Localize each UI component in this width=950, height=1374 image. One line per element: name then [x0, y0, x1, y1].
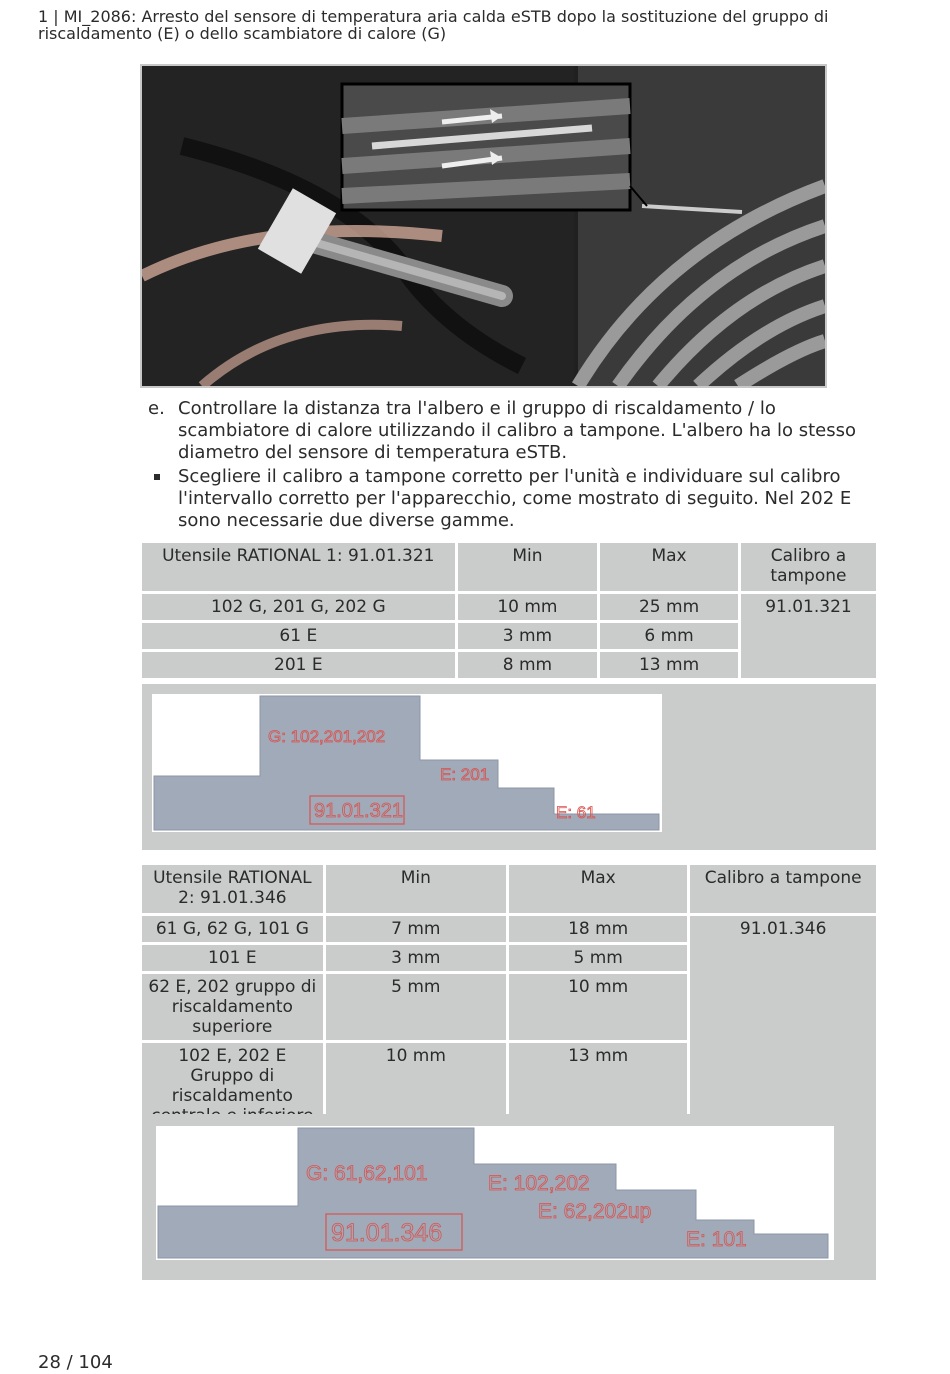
table-cell: 6 mm — [600, 623, 738, 649]
table-cell: 7 mm — [326, 916, 506, 942]
gauge-2-drawing — [156, 1126, 834, 1260]
table-cell: 102 G, 201 G, 202 G — [142, 594, 455, 620]
table-cell: 10 mm — [509, 974, 687, 1040]
table-header-min: Min — [458, 543, 598, 591]
gauge-label: G: 61,62,101 — [306, 1162, 428, 1185]
gauge-2-diagram — [156, 1126, 834, 1260]
gauge-2-panel — [142, 1114, 876, 1280]
gauge-code: 91.01.321 — [741, 594, 876, 678]
table-cell: 5 mm — [509, 945, 687, 971]
instruction-text: Controllare la distanza tra l'albero e il gruppo di riscaldamento / lo scambiatore di calore utilizzando il calibro a tampone. L'albero ha lo stesso diametro del sensore di temperatura eSTB. — [178, 398, 856, 463]
tool-1-table — [139, 540, 879, 681]
gauge-label: E: 201 — [440, 765, 490, 784]
table-header-max: Max — [509, 865, 687, 913]
table-cell: 13 mm — [509, 1043, 687, 1129]
gauge-label: E: 61 — [556, 803, 596, 822]
instructions-list — [148, 398, 878, 534]
table-cell: 101 E — [142, 945, 323, 971]
gauge-code-label: 91.01.321 — [314, 800, 403, 822]
sensor-photo-illustration — [142, 66, 825, 386]
gauge-label: E: 102,202 — [488, 1172, 590, 1195]
page-number: 28 / 104 — [38, 1352, 113, 1373]
table-row — [142, 594, 876, 620]
sensor-photo — [140, 64, 827, 388]
table-cell: 62 E, 202 gruppo di riscaldamento superiore — [142, 974, 323, 1040]
table-cell: 13 mm — [600, 652, 738, 678]
table-row — [142, 916, 876, 942]
table-cell: 3 mm — [458, 623, 598, 649]
gauge-1-panel — [142, 684, 876, 850]
gauge-label: E: 62,202up — [538, 1200, 652, 1223]
table-cell: 18 mm — [509, 916, 687, 942]
bullet-icon — [154, 474, 160, 480]
gauge-code: 91.01.346 — [690, 916, 876, 1129]
instruction-text: Scegliere il calibro a tampone corretto per l'unità e individuare sul calibro l'intervallo corretto per l'apparecchio, come mostrato di seguito. Nel 202 E sono necessarie due diverse gamme. — [178, 466, 852, 531]
table-cell: 61 E — [142, 623, 455, 649]
table-cell: 5 mm — [326, 974, 506, 1040]
tool-2-table — [139, 862, 879, 1132]
step-marker: e. — [148, 398, 165, 419]
table-header-gauge: Calibro a tampone — [690, 865, 876, 913]
table-cell: 201 E — [142, 652, 455, 678]
table-cell: 61 G, 62 G, 101 G — [142, 916, 323, 942]
gauge-code-label: 91.01.346 — [331, 1219, 443, 1247]
gauge-1-drawing — [152, 694, 662, 832]
table-cell: 102 E, 202 E Gruppo di riscaldamento — [142, 1043, 323, 1129]
table-cell: 10 mm — [326, 1043, 506, 1129]
table-header-tool: Utensile RATIONAL 2: 91.01.346 — [142, 865, 323, 913]
table-header-max: Max — [600, 543, 738, 591]
page-header: 1 | MI_2086: Arresto del sensore di temperatura aria calda eSTB dopo la sostituzione del gruppo di riscaldamento (E) o dello scambiatore di calore (G) — [38, 7, 829, 43]
table-cell: 25 mm — [600, 594, 738, 620]
table-header-min: Min — [326, 865, 506, 913]
gauge-1-diagram — [152, 694, 662, 832]
table-cell: 10 mm — [458, 594, 598, 620]
gauge-label: G: 102,201,202 — [268, 727, 386, 746]
table-cell: 3 mm — [326, 945, 506, 971]
gauge-label: E: 101 — [686, 1228, 747, 1251]
instruction-bullet — [148, 466, 878, 532]
table-header-gauge: Calibro a tampone — [741, 543, 876, 591]
table-cell: 8 mm — [458, 652, 598, 678]
instruction-step-e — [148, 398, 878, 464]
table-header-tool: Utensile RATIONAL 1: 91.01.321 — [142, 543, 455, 591]
